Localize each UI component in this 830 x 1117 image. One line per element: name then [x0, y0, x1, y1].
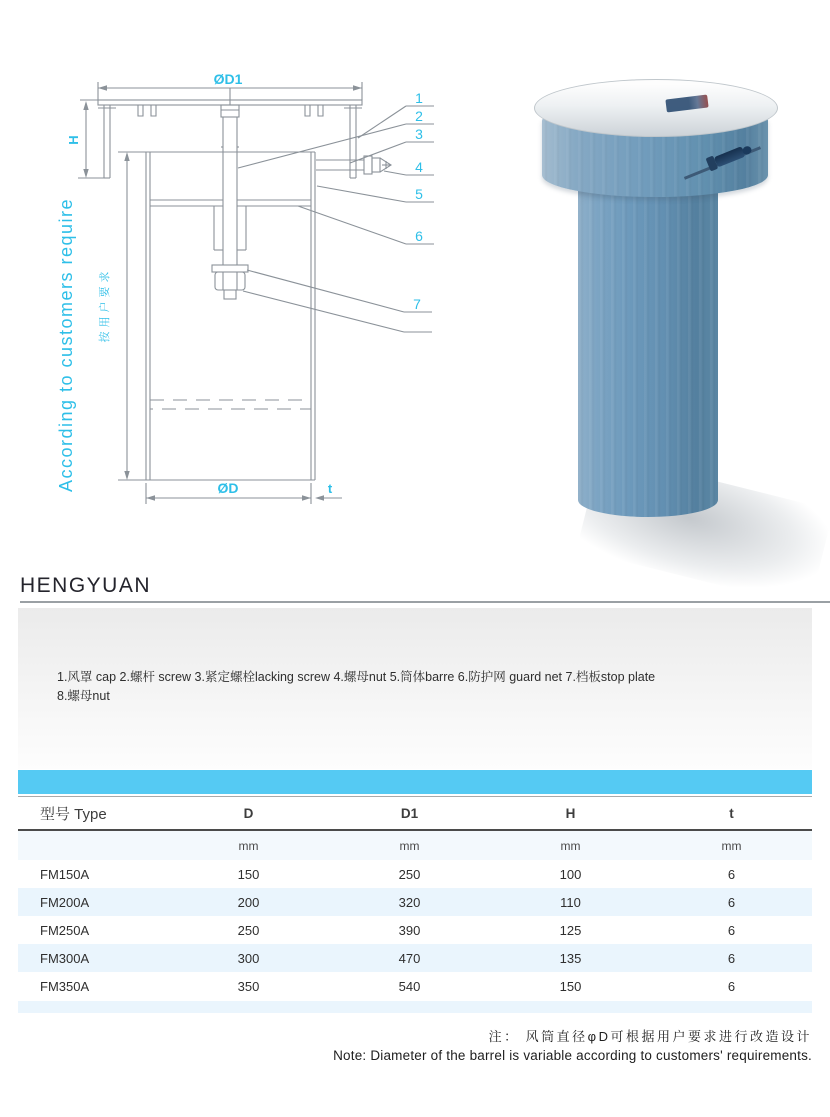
table-footer-strip: [18, 1001, 812, 1013]
cell-type: FM150A: [40, 866, 90, 882]
callout-6: 6: [415, 228, 423, 244]
cell-d1: 250: [398, 866, 421, 882]
table-row: [18, 972, 812, 1000]
brand-title: HENGYUAN: [20, 574, 152, 597]
handle-tip: [741, 145, 752, 156]
parts-list-line1: 1.风罩 cap 2.螺杆 screw 3.紧定螺栓lacking screw 4.螺母nut 5.筒体barre 6.防护网 guard net 7.档板stop plate: [57, 670, 656, 684]
cell-type: FM350A: [40, 978, 90, 994]
cell-h: 110: [560, 894, 581, 910]
cell-d: 300: [237, 950, 260, 966]
vertical-note-english: According to customers require: [56, 197, 76, 493]
dimension-label-d1: ØD1: [213, 71, 243, 87]
cell-d: 250: [237, 922, 260, 938]
cell-h: 125: [559, 922, 582, 938]
technical-drawing: [0, 0, 460, 565]
notes-block: [333, 1026, 812, 1063]
col-header-d1: D1: [400, 805, 419, 821]
callout-2: 2: [415, 108, 423, 124]
cell-d: 200: [237, 894, 260, 910]
table-row: [18, 916, 812, 944]
cell-t: 6: [727, 894, 736, 910]
cell-h: 100: [559, 866, 582, 882]
table-row: [18, 944, 812, 972]
dimension-label-t: t: [327, 481, 333, 496]
cell-d1: 390: [398, 922, 421, 938]
product-photo: [490, 55, 820, 560]
parts-panel: [18, 608, 812, 769]
cell-t: 6: [727, 950, 736, 966]
parts-list: [57, 668, 757, 707]
units-cell-h: mm: [560, 838, 581, 853]
callout-7: 7: [413, 296, 421, 312]
table-row: [18, 888, 812, 916]
cell-d1: 320: [398, 894, 421, 910]
callout-1: 1: [415, 90, 423, 106]
table-accent-bar: [18, 770, 812, 794]
units-cell-d: mm: [238, 838, 259, 853]
callout-3: 3: [415, 126, 423, 142]
col-header-h: H: [565, 805, 576, 821]
units-cell-d1: mm: [399, 838, 420, 853]
note-chinese: 注： 风筒直径φD可根据用户要求进行改造设计: [488, 1029, 812, 1044]
cell-type: FM250A: [40, 922, 90, 938]
col-header-d: D: [243, 805, 254, 821]
dimension-label-d: ØD: [217, 480, 239, 496]
parts-list-line2: 8.螺母nut: [57, 689, 110, 704]
cell-d1: 540: [398, 978, 421, 994]
cell-h: 150: [559, 978, 582, 994]
units-cell-t: mm: [721, 838, 742, 853]
callout-5: 5: [415, 186, 423, 202]
cell-d1: 470: [398, 950, 421, 966]
cell-t: 6: [727, 978, 736, 994]
handle-bolt-body: [714, 146, 746, 167]
col-header-type: 型号 Type: [40, 805, 107, 823]
cell-d: 150: [237, 866, 260, 882]
brand-rule: [20, 601, 830, 603]
vertical-note-chinese: 按用户要求: [99, 267, 111, 343]
dimension-label-h: H: [66, 135, 81, 145]
cell-type: FM300A: [40, 950, 90, 966]
spec-table: [18, 796, 812, 1013]
table-row: [18, 860, 812, 888]
callout-4: 4: [415, 159, 423, 175]
barrel-body: [578, 183, 718, 517]
cell-h: 135: [559, 950, 582, 966]
note-english: Note: Diameter of the barrel is variable according to customers' requirements.: [333, 1048, 812, 1063]
cell-t: 6: [727, 866, 736, 882]
table-units-row: [18, 831, 812, 860]
cell-d: 350: [237, 978, 260, 994]
cell-t: 6: [727, 922, 736, 938]
col-header-t: t: [729, 805, 734, 821]
cell-type: FM200A: [40, 894, 90, 910]
table-header-row: [18, 796, 812, 831]
